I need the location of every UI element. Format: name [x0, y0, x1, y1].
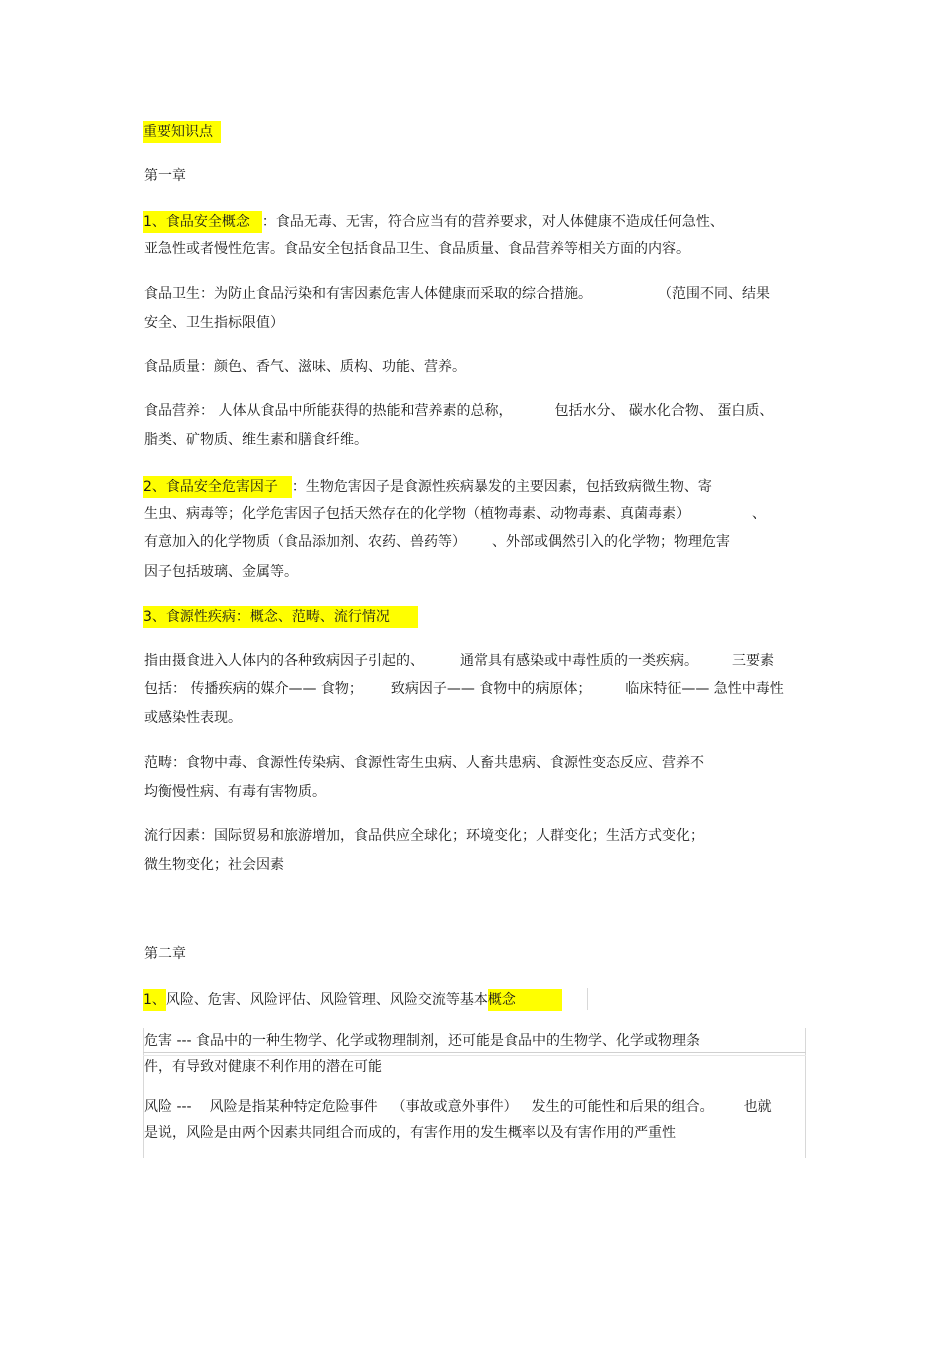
s3-line: [143, 606, 418, 628]
def-text-d: 包括： 传播疾病的媒介—— 食物；: [144, 681, 363, 697]
box-divider-2: [143, 1055, 806, 1056]
risk-text-c: （事故或意外事件）: [391, 1099, 518, 1115]
s2-line-2: [144, 505, 766, 523]
c2s1-text: 风险、危害、风险评估、风险管理、风险交流等基本: [165, 992, 488, 1008]
risk-text-b: 风险是指某种特定危险事件: [209, 1099, 378, 1115]
def-text-e: 致病因子—— 食物中的病原体；: [390, 681, 592, 697]
s2-text-1: ：生物危害因子是食源性疾病暴发的主要因素，包括致病微生物、寄: [291, 479, 712, 495]
def-text-f: 临床特征—— 急性中毒性: [625, 681, 784, 697]
c2s1-suffix: 概念: [488, 989, 562, 1011]
c2s1-line: [143, 989, 562, 1011]
hygiene-line-2: 安全、卫生指标限值）: [144, 315, 284, 331]
quality-line: 食品质量：颜色、香气、滋味、质构、功能、营养。: [144, 359, 466, 375]
scope-line-2: 均衡慢性病、有毒有害物质。: [144, 784, 326, 800]
nutrition-text: 食品营养： 人体从食品中所能获得的热能和营养素的总称，: [144, 403, 513, 419]
doc-title: [143, 121, 221, 143]
s1-heading: 1、食品安全概念: [143, 211, 262, 233]
scope-line-1: 范畴：食物中毒、食源性传染病、食源性寄生虫病、人畜共患病、食源性变态反应、营养不: [144, 755, 704, 771]
hygiene-text: 食品卫生：为防止食品污染和有害因素危害人体健康而采取的综合措施。: [144, 286, 592, 302]
def-line-3: 或感染性表现。: [144, 710, 242, 726]
factors-line-2: 微生物变化；社会因素: [144, 857, 284, 873]
s2-text-3-tail: 、外部或偶然引入的化学物；物理危害: [492, 534, 730, 550]
s2-line-1: [143, 476, 712, 498]
hazard-line-1: 危害 --- 食品中的一种生物学、化学或物理制剂，还可能是食品中的生物学、化学或物理条: [144, 1033, 701, 1049]
risk-label: 风险 ---: [144, 1099, 192, 1115]
def-text-b: 通常具有感染或中毒性质的一类疾病。: [460, 653, 698, 669]
s2-text-2: 生虫、病毒等；化学危害因子包括天然存在的化学物（植物毒素、动物毒素、真菌毒素）: [144, 506, 690, 522]
def-line-1: [144, 652, 774, 670]
s1-text-1: ：食品无毒、无害，符合应当有的营养要求，对人体健康不造成任何急性、: [261, 214, 724, 230]
hygiene-line-1: [144, 285, 770, 303]
s2-line-4: 因子包括玻璃、金属等。: [144, 564, 298, 580]
risk-line-1: [144, 1098, 772, 1116]
s1-line-1: [143, 211, 724, 233]
c2s1-border: [587, 988, 588, 1010]
def-line-2: [144, 680, 784, 698]
s3-heading: 3、食源性疾病：概念、范畴、流行情况: [143, 606, 418, 628]
risk-text-e: 也就: [743, 1099, 772, 1115]
def-text-c: 三要素: [732, 653, 774, 669]
doc-title-highlight: 重要知识点: [143, 121, 221, 143]
risk-line-2: 是说，风险是由两个因素共同组合而成的，有害作用的发生概率以及有害作用的严重性: [144, 1125, 676, 1141]
chapter-2-heading: 第二章: [144, 946, 186, 962]
nutrition-list: 包括水分、 碳水化合物、 蛋白质、: [554, 403, 774, 419]
factors-line-1: 流行因素：国际贸易和旅游增加，食品供应全球化；环境变化；人群变化；生活方式变化；: [144, 828, 704, 844]
s2-text-3: 有意加入的化学物质（食品添加剂、农药、兽药等）: [144, 534, 466, 550]
s1-line-2: 亚急性或者慢性危害。食品安全包括食品卫生、食品质量、食品营养等相关方面的内容。: [144, 241, 690, 257]
hygiene-note: （范围不同、结果: [658, 286, 770, 302]
s2-line-3: [144, 533, 730, 551]
risk-text-d: 发生的可能性和后果的组合。: [531, 1099, 714, 1115]
box-divider: [143, 1052, 806, 1053]
chapter-1-heading: 第一章: [144, 168, 186, 184]
s2-text-2-tail: 、: [752, 506, 766, 522]
nutrition-line-1: [144, 402, 773, 420]
hazard-line-2: 件，有导致对健康不利作用的潜在可能: [144, 1059, 382, 1075]
box-right-border: [805, 1028, 806, 1158]
def-text-a: 指由摄食进入人体内的各种致病因子引起的、: [144, 653, 424, 669]
c2s1-prefix: 1、: [143, 989, 166, 1011]
nutrition-line-2: 脂类、矿物质、维生素和膳食纤维。: [144, 432, 368, 448]
s2-heading: 2、食品安全危害因子: [143, 476, 292, 498]
